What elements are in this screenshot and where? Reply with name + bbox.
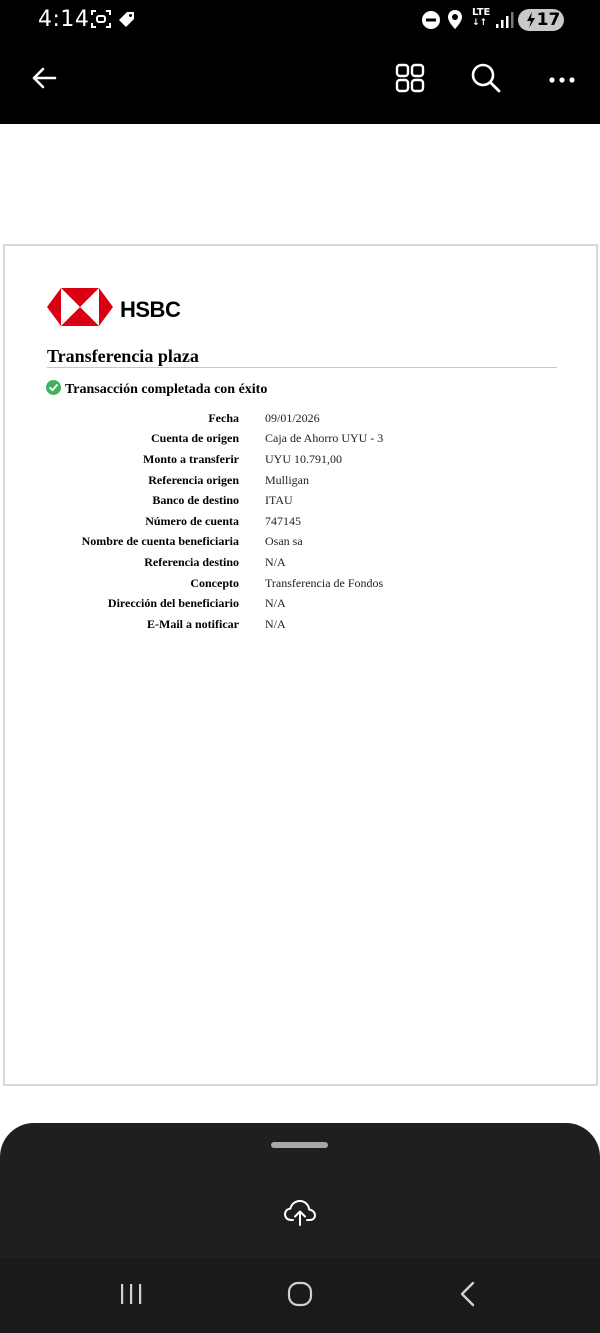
bottom-sheet — [0, 1123, 600, 1263]
cloud-upload-icon — [283, 1198, 317, 1233]
detail-value: UYU 10.791,00 — [265, 451, 342, 466]
network-type: LTE ↓↑ — [472, 7, 491, 28]
system-navigation-bar — [0, 1258, 600, 1333]
status-time: 4:14 — [38, 7, 90, 32]
recent-apps-icon — [118, 1281, 144, 1312]
detail-row-fecha — [45, 408, 505, 429]
detail-label: Dirección del beneficiario — [107, 596, 239, 611]
search-button[interactable] — [464, 58, 508, 102]
success-message — [46, 380, 267, 400]
home-button[interactable] — [280, 1278, 320, 1314]
detail-label: Referencia origen — [148, 472, 239, 487]
document-title: Transferencia plaza — [47, 346, 199, 366]
detail-label: Banco de destino — [152, 493, 239, 508]
detail-value: ITAU — [265, 493, 293, 508]
detail-label: E-Mail a notificar — [147, 616, 239, 631]
detail-label: Referencia destino — [144, 554, 239, 569]
more-options-button[interactable] — [540, 58, 584, 102]
detail-value: N/A — [265, 616, 286, 631]
battery-charging-icon — [518, 9, 564, 31]
hsbc-hexagon-logo-icon — [47, 288, 113, 331]
detail-row-numero-cuenta — [45, 511, 505, 532]
detail-value: N/A — [265, 554, 286, 569]
detail-label: Concepto — [190, 575, 239, 590]
tag-icon — [116, 9, 136, 34]
hsbc-logo — [47, 288, 180, 331]
home-icon — [286, 1280, 314, 1313]
back-arrow-icon — [30, 64, 58, 97]
detail-label: Nombre de cuenta beneficiaria — [81, 534, 239, 549]
detail-value: 09/01/2026 — [265, 410, 320, 425]
document-page — [3, 244, 598, 1086]
detail-value: Mulligan — [265, 472, 309, 487]
detail-label: Número de cuenta — [145, 513, 239, 528]
detail-row-monto — [45, 449, 505, 470]
grid-view-button[interactable] — [388, 58, 432, 102]
detail-label: Fecha — [208, 410, 239, 425]
brand-name: HSBC — [120, 296, 181, 322]
detail-value: Osan sa — [265, 534, 303, 549]
search-icon — [470, 62, 502, 99]
back-icon — [457, 1280, 479, 1313]
success-text: Transacción completada con éxito — [65, 382, 268, 397]
app-bar — [0, 40, 600, 124]
status-bar — [0, 0, 600, 40]
detail-row-banco-destino — [45, 490, 505, 511]
more-options-icon — [548, 71, 576, 89]
detail-row-concepto — [45, 573, 505, 594]
detail-row-direccion-beneficiario — [45, 593, 505, 614]
detail-row-nombre-beneficiaria — [45, 532, 505, 553]
screen-record-icon — [90, 8, 112, 35]
nav-back-button[interactable] — [448, 1278, 488, 1314]
upload-button[interactable] — [280, 1195, 320, 1235]
sheet-drag-handle[interactable] — [271, 1142, 328, 1148]
detail-label: Monto a transferir — [143, 451, 239, 466]
detail-value: Transferencia de Fondos — [265, 575, 384, 590]
do-not-disturb-icon — [421, 10, 441, 35]
check-circle-icon — [46, 380, 61, 400]
battery-level: 17 — [536, 10, 561, 30]
detail-row-referencia-destino — [45, 552, 505, 573]
detail-row-cuenta-origen — [45, 429, 505, 450]
title-divider — [47, 367, 557, 368]
detail-row-email-notificar — [45, 614, 505, 635]
recent-apps-button[interactable] — [111, 1278, 151, 1314]
transfer-details — [45, 408, 505, 635]
detail-value: N/A — [265, 596, 286, 611]
grid-view-icon — [395, 63, 425, 98]
detail-value: Caja de Ahorro UYU - 3 — [265, 431, 384, 446]
signal-icon — [494, 10, 514, 35]
detail-value: 747145 — [265, 513, 301, 528]
detail-row-referencia-origen — [45, 470, 505, 491]
detail-label: Cuenta de origen — [151, 431, 239, 446]
location-icon — [446, 9, 464, 36]
back-button[interactable] — [22, 58, 66, 102]
